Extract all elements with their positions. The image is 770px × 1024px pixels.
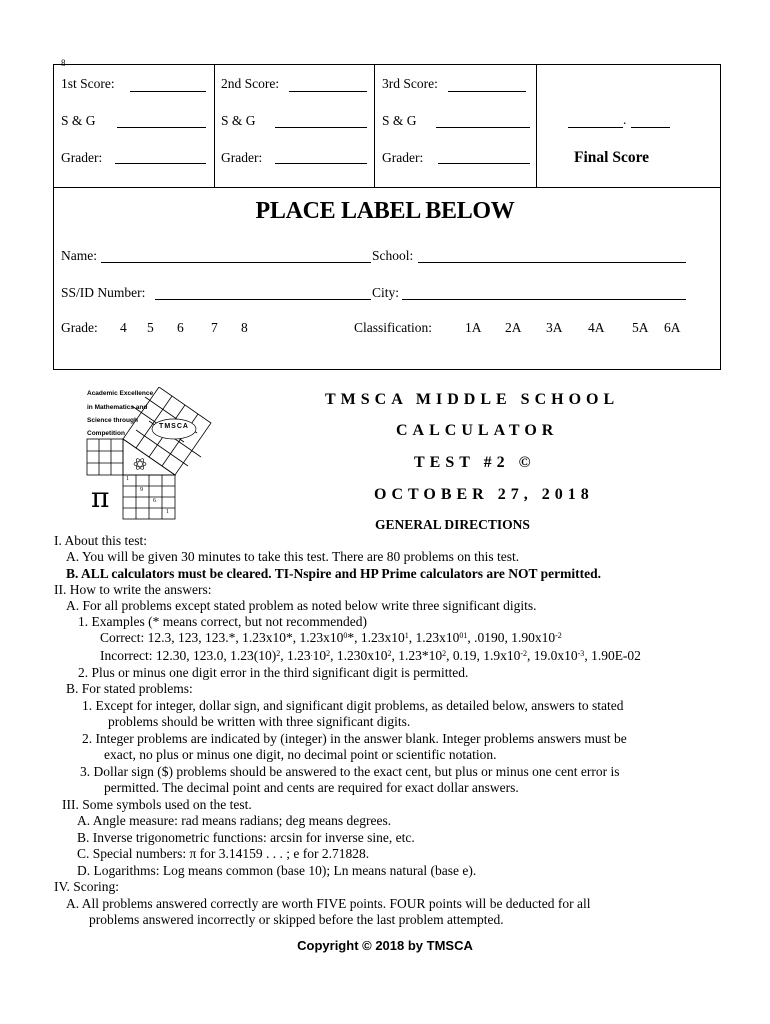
final-score-decimal-blank[interactable] xyxy=(631,127,670,128)
score-1-blank[interactable] xyxy=(130,91,206,92)
sg-1-label: S & G xyxy=(61,113,96,128)
city-label: City: xyxy=(372,285,400,300)
sg-3-label: S & G xyxy=(382,113,417,128)
school-field[interactable] xyxy=(418,262,686,263)
label-heading: PLACE LABEL BELOW xyxy=(255,198,515,224)
grade-option[interactable]: 7 xyxy=(211,320,218,335)
logo-badge: TMSCA xyxy=(159,423,189,430)
grid-digit: 1 xyxy=(166,509,169,515)
sg-2-label: S & G xyxy=(221,113,256,128)
correct-examples: Correct: 12.3, 123, 123.*, 1.23x10*, $1.23x10^0*$, $1.23x10^1$, $1.23x10^{01}$, .0190, $1.90x10^{-2}$ xyxy=(100,630,562,645)
final-score-decimal: . xyxy=(623,112,627,127)
name-label: Name: xyxy=(61,248,97,263)
final-score-label: Final Score xyxy=(574,149,650,166)
logo-motto-line: Academic Excellence xyxy=(87,390,154,397)
grader-3-label: Grader: xyxy=(382,150,424,165)
section-ii-b-3-cont: permitted. The decimal point and cents are required for exact dollar answers. xyxy=(104,780,519,795)
title-line-1: TMSCA MIDDLE SCHOOL xyxy=(325,391,620,408)
score-2-blank[interactable] xyxy=(289,91,367,92)
final-score-whole-blank[interactable] xyxy=(568,127,623,128)
section-iv-a-cont: problems answered incorrectly or skipped before the last problem attempted. xyxy=(89,912,504,927)
score-2-label: 2nd Score: xyxy=(221,76,280,91)
section-ii-b-2-cont: exact, no plus or minus one digit, no decimal point or scientific notation. xyxy=(104,747,497,762)
score-3-label: 3rd Score: xyxy=(382,76,438,91)
school-label: School: xyxy=(372,248,414,263)
logo-motto-line: Science through xyxy=(87,417,138,424)
divider xyxy=(374,65,375,187)
section-ii-a-1: 1. Examples (* means correct, but not recommended) xyxy=(78,614,368,629)
grader-2-blank[interactable] xyxy=(275,163,367,164)
city-field[interactable] xyxy=(402,299,686,300)
classification-label: Classification: xyxy=(354,320,432,335)
title-line-2: CALCULATOR xyxy=(396,422,559,439)
grader-2-label: Grader: xyxy=(221,150,263,165)
score-1-label: 1st Score: xyxy=(61,76,115,91)
grade-label: Grade: xyxy=(61,320,98,335)
section-ii-b-1: 1. Except for integer, dollar sign, and significant digit problems, as detailed below, answers to stated xyxy=(82,698,624,713)
copyright: Copyright © 2018 by TMSCA xyxy=(297,938,473,953)
section-ii-b-3: 3. Dollar sign ($) problems should be answered to the exact cent, but plus or minus one cent error is xyxy=(80,764,620,779)
grade-option[interactable]: 8 xyxy=(241,320,248,335)
section-ii-b-2: 2. Integer problems are indicated by (integer) in the answer blank. Integer problems answers must be xyxy=(82,731,627,746)
score-3-blank[interactable] xyxy=(448,91,526,92)
logo-motto-line: Competition xyxy=(87,430,125,437)
ssid-label: SS/ID Number: xyxy=(61,285,146,300)
section-i-b: B. ALL calculators must be cleared. TI-Nspire and HP Prime calculators are NOT permitted. xyxy=(66,566,601,581)
grade-option[interactable]: 6 xyxy=(177,320,184,335)
section-iii-d: D. Logarithms: Log means common (base 10); Ln means natural (base e). xyxy=(77,863,477,878)
ssid-field[interactable] xyxy=(155,299,371,300)
logo-motto-line: in Mathematics and xyxy=(87,404,148,411)
classification-option[interactable]: 1A xyxy=(465,320,482,335)
section-ii-b-1-cont: problems should be written with three significant digits. xyxy=(108,714,411,729)
section-i-heading: I. About this test: xyxy=(54,533,148,548)
name-field[interactable] xyxy=(101,262,371,263)
grid-digit: 1 xyxy=(126,476,129,482)
grader-1-blank[interactable] xyxy=(115,163,206,164)
incorrect-examples: Incorrect: 12.30, 123.0, $1.23(10)^2$, $1.23^.10^2$, $1.230x10^2$, $1.23*10^2$, 0.19, $1.9x10^{-2}$, $19.0x10^{-3}$, 1.90E-02 xyxy=(100,648,641,663)
section-iii-c: C. Special numbers: π for 3.14159 . . . ; e for 2.71828. xyxy=(77,846,370,861)
sg-2-blank[interactable] xyxy=(275,127,367,128)
section-iv-heading: IV. Scoring: xyxy=(54,879,120,894)
sg-1-blank[interactable] xyxy=(117,127,206,128)
correct-examples-text: Correct: 12.3, 123, 123.*, 1.23x10*, 1.23x10 xyxy=(100,630,344,645)
classification-option[interactable]: 2A xyxy=(505,320,522,335)
grid-digit: 6 xyxy=(153,498,156,504)
section-ii-b: B. For stated problems: xyxy=(66,681,193,696)
classification-option[interactable]: 6A xyxy=(664,320,681,335)
grade-option[interactable]: 4 xyxy=(120,320,127,335)
sg-3-blank[interactable] xyxy=(436,127,530,128)
grader-3-blank[interactable] xyxy=(438,163,530,164)
section-i-a: A. You will be given 30 minutes to take this test. There are 80 problems on this test. xyxy=(66,549,520,564)
classification-option[interactable]: 5A xyxy=(632,320,649,335)
section-iii-heading: III. Some symbols used on the test. xyxy=(62,797,252,812)
title-line-4: OCTOBER 27, 2018 xyxy=(374,486,594,503)
grade-option[interactable]: 5 xyxy=(147,320,154,335)
page-number: 8 xyxy=(61,58,66,68)
divider xyxy=(536,65,537,187)
classification-option[interactable]: 4A xyxy=(588,320,605,335)
section-iii-a: A. Angle measure: rad means radians; deg means degrees. xyxy=(77,813,392,828)
section-iii-b: B. Inverse trigonometric functions: arcsin for inverse sine, etc. xyxy=(77,830,415,845)
incorrect-examples-text: Incorrect: 12.30, 123.0, 1.23(10) xyxy=(100,648,277,663)
section-iv-a: A. All problems answered correctly are worth FIVE points. FOUR points will be deducted for all xyxy=(66,896,591,911)
grid-digit: 9 xyxy=(140,487,143,493)
section-ii-a-2: 2. Plus or minus one digit error in the third significant digit is permitted. xyxy=(78,665,469,680)
tmsca-logo xyxy=(84,387,224,523)
grader-1-label: Grader: xyxy=(61,150,103,165)
pi-icon: π xyxy=(91,481,110,514)
section-ii-a: A. For all problems except stated problem as noted below write three significant digits. xyxy=(66,598,537,613)
classification-option[interactable]: 3A xyxy=(546,320,563,335)
general-directions-heading: GENERAL DIRECTIONS xyxy=(375,517,530,532)
divider xyxy=(214,65,215,187)
title-line-3: TEST #2 © xyxy=(414,454,536,471)
section-ii-heading: II. How to write the answers: xyxy=(54,582,212,597)
